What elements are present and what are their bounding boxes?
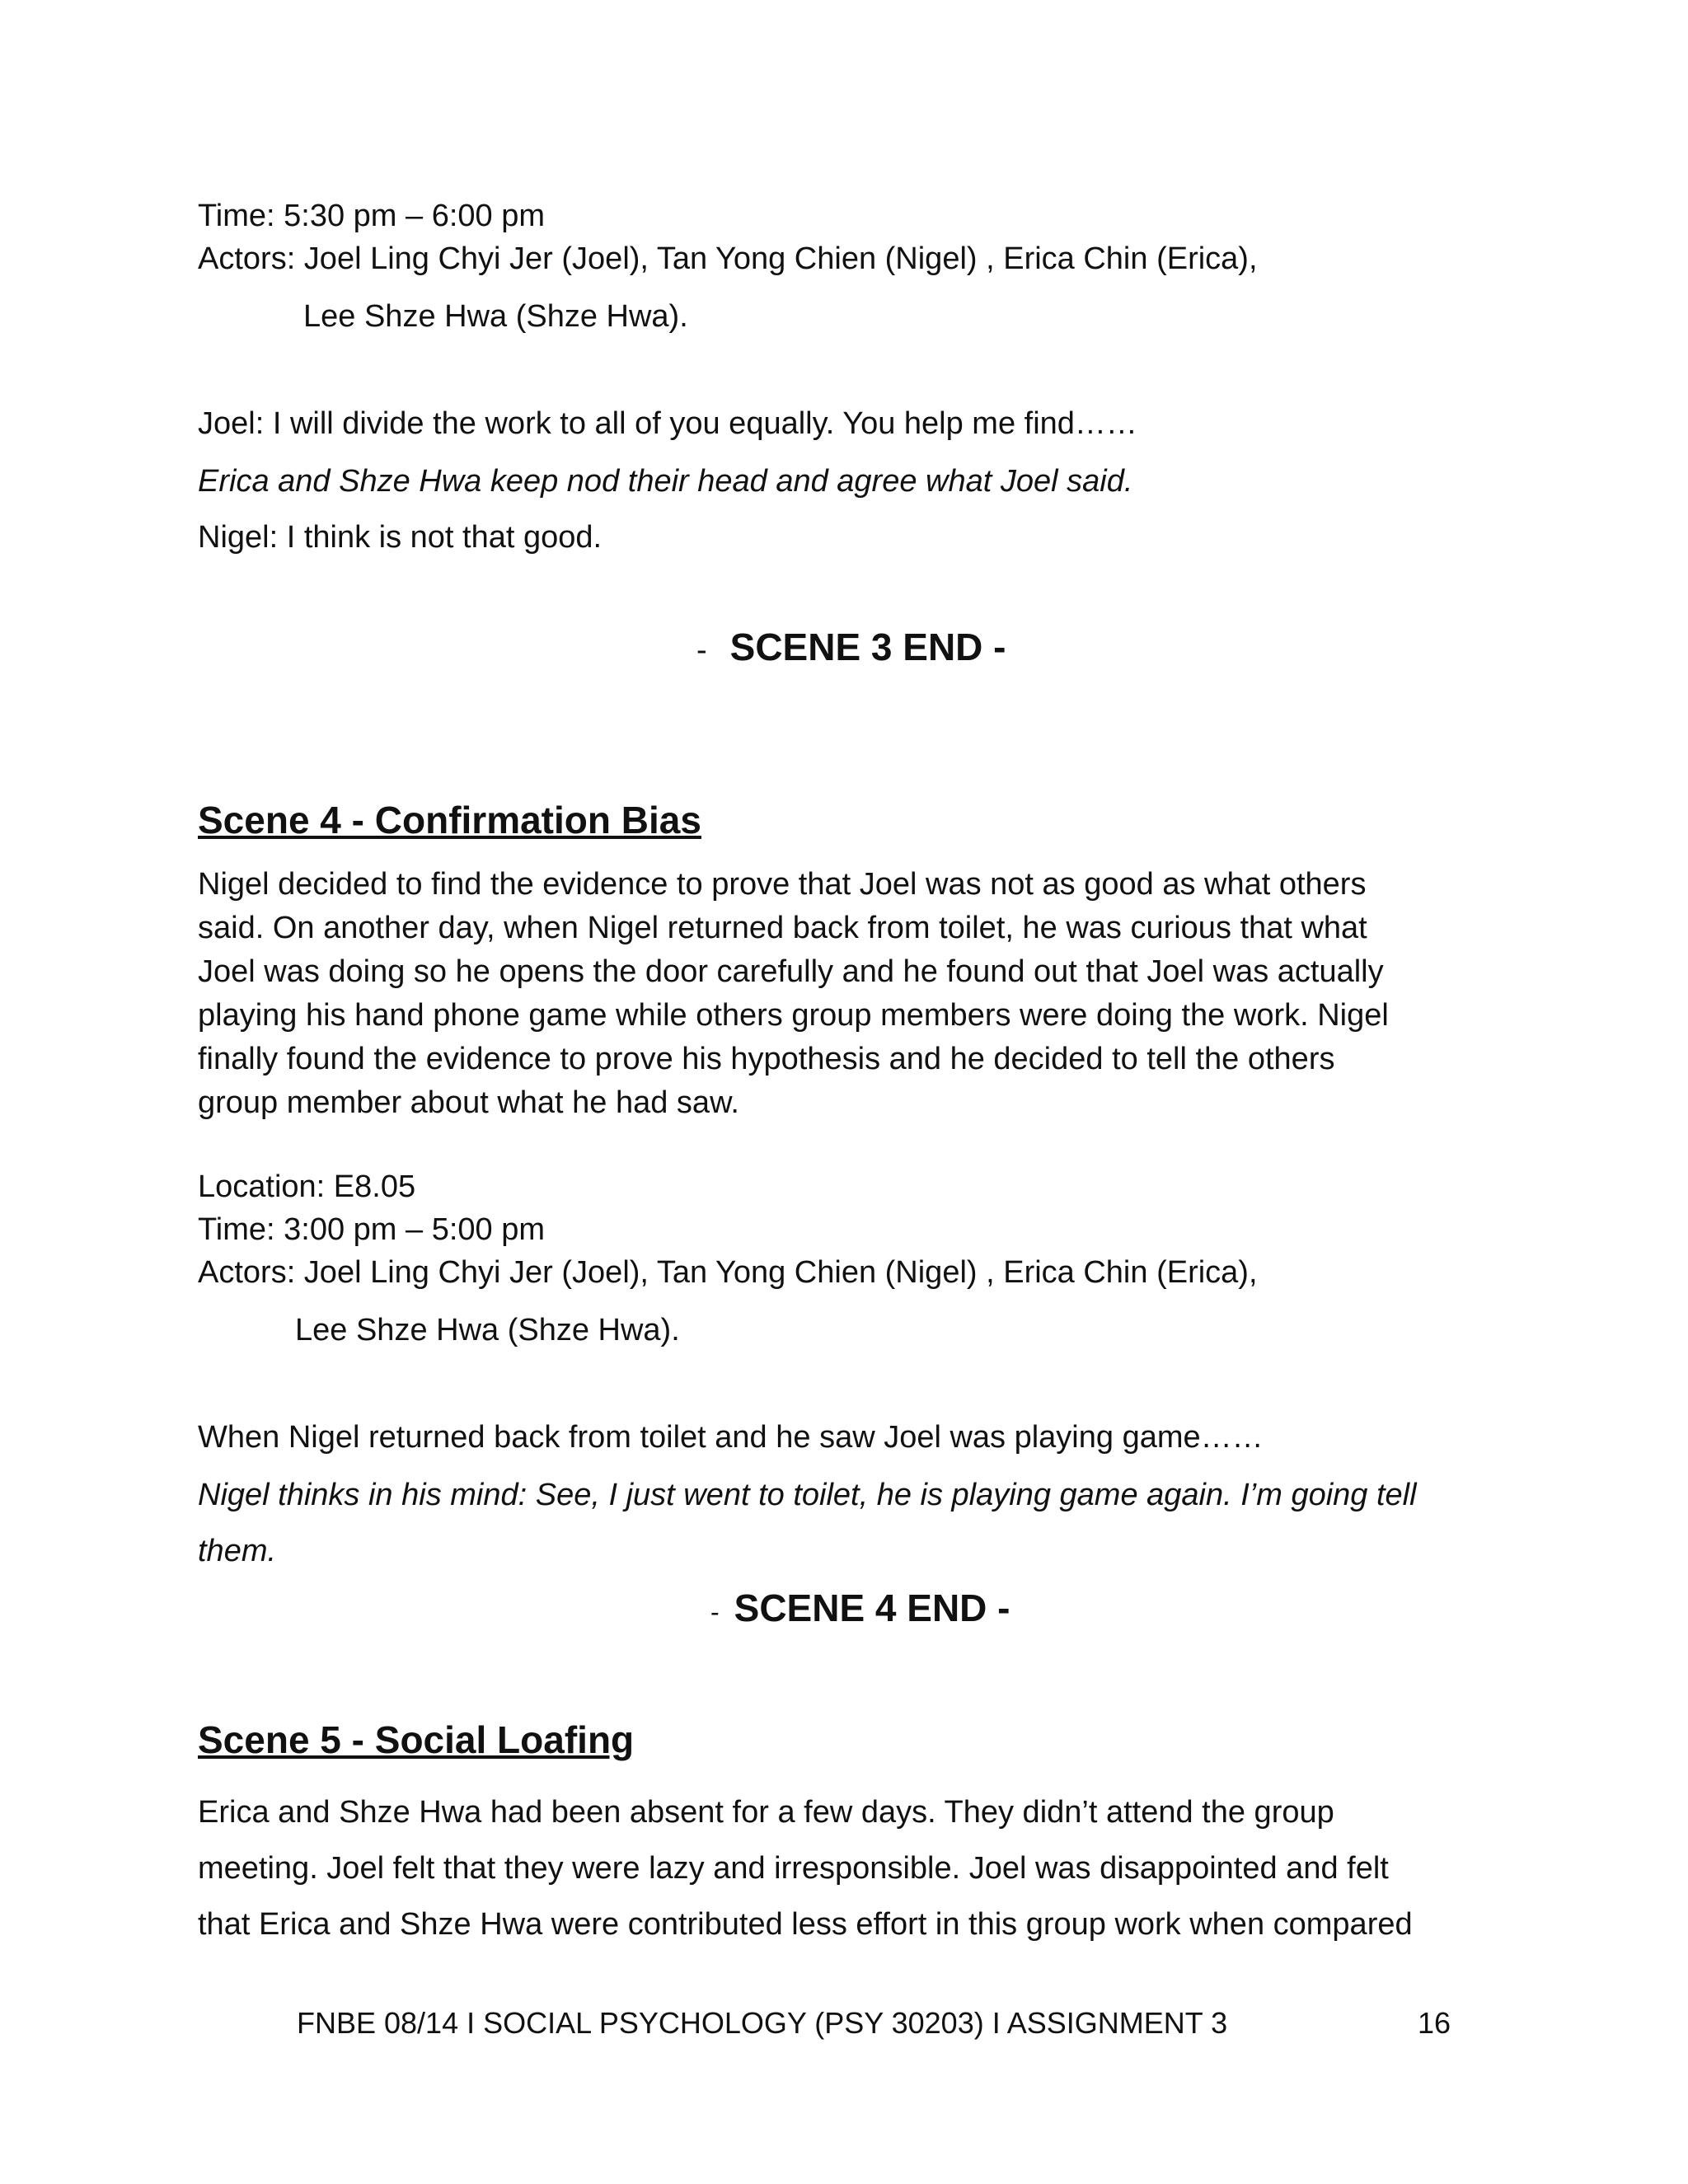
scene4-end-label: SCENE 4 END -	[734, 1586, 1010, 1629]
paragraph-line: meeting. Joel felt that they were lazy and irresponsible. Joel was disappointed and felt	[198, 1851, 1389, 1886]
paragraph-line: finally found the evidence to prove his hypothesis and he decided to tell the others	[198, 1042, 1335, 1076]
page-number: 16	[1418, 2006, 1451, 2040]
scene4-location: Location: E8.05	[198, 1169, 416, 1204]
scene4-actors-line2: Lee Shze Hwa (Shze Hwa).	[295, 1313, 680, 1347]
scene3-end-marker	[696, 625, 1006, 669]
scene4-narration: When Nigel returned back from toilet and he saw Joel was playing game……	[198, 1420, 1264, 1455]
scene5-heading: Scene 5 - Social Loafing	[198, 1718, 635, 1761]
scene3-end-label: SCENE 3 END -	[729, 626, 1006, 668]
scene4-heading: Scene 4 - Confirmation Bias	[198, 799, 701, 841]
scene3-actors-line2: Lee Shze Hwa (Shze Hwa).	[303, 299, 688, 334]
paragraph-line: Nigel decided to find the evidence to prove that Joel was not as good as what others	[198, 867, 1367, 902]
paragraph-line: Erica and Shze Hwa had been absent for a few days. They didn’t attend the group	[198, 1795, 1334, 1830]
scene4-actors-line1: Actors: Joel Ling Chyi Jer (Joel), Tan Yong Chien (Nigel) , Erica Chin (Erica),	[198, 1255, 1258, 1290]
scene4-end-marker	[710, 1586, 1010, 1630]
scene4-thought-line2: them.	[198, 1534, 277, 1568]
scene3-dialogue-nigel: Nigel: I think is not that good.	[198, 520, 603, 555]
scene3-end-dash: -	[696, 633, 707, 668]
scene4-end-dash: -	[710, 1597, 720, 1627]
page-footer: FNBE 08/14 I SOCIAL PSYCHOLOGY (PSY 30203) I ASSIGNMENT 3	[297, 2006, 1228, 2040]
scene5-paragraph	[198, 1784, 1484, 1952]
scene4-paragraph	[198, 863, 1484, 1125]
scene3-time: Time: 5:30 pm – 6:00 pm	[198, 199, 546, 233]
scene4-time: Time: 3:00 pm – 5:00 pm	[198, 1212, 546, 1247]
paragraph-line: group member about what he had saw.	[198, 1085, 739, 1120]
scene3-dialogue-joel: Joel: I will divide the work to all of you equally. You help me find……	[198, 406, 1137, 441]
scene3-actors-line1: Actors: Joel Ling Chyi Jer (Joel), Tan Yong Chien (Nigel) , Erica Chin (Erica),	[198, 241, 1258, 276]
scene3-stage-direction: Erica and Shze Hwa keep nod their head and agree what Joel said.	[198, 464, 1133, 499]
paragraph-line: Joel was doing so he opens the door carefully and he found out that Joel was actually	[198, 954, 1384, 989]
paragraph-line: that Erica and Shze Hwa were contributed less effort in this group work when compared	[198, 1907, 1413, 1942]
paragraph-line: said. On another day, when Nigel returned back from toilet, he was curious that what	[198, 911, 1367, 945]
scene4-thought-line1: Nigel thinks in his mind: See, I just went to toilet, he is playing game again. I’m going tell	[198, 1478, 1417, 1512]
paragraph-line: playing his hand phone game while others group members were doing the work. Nigel	[198, 998, 1389, 1033]
